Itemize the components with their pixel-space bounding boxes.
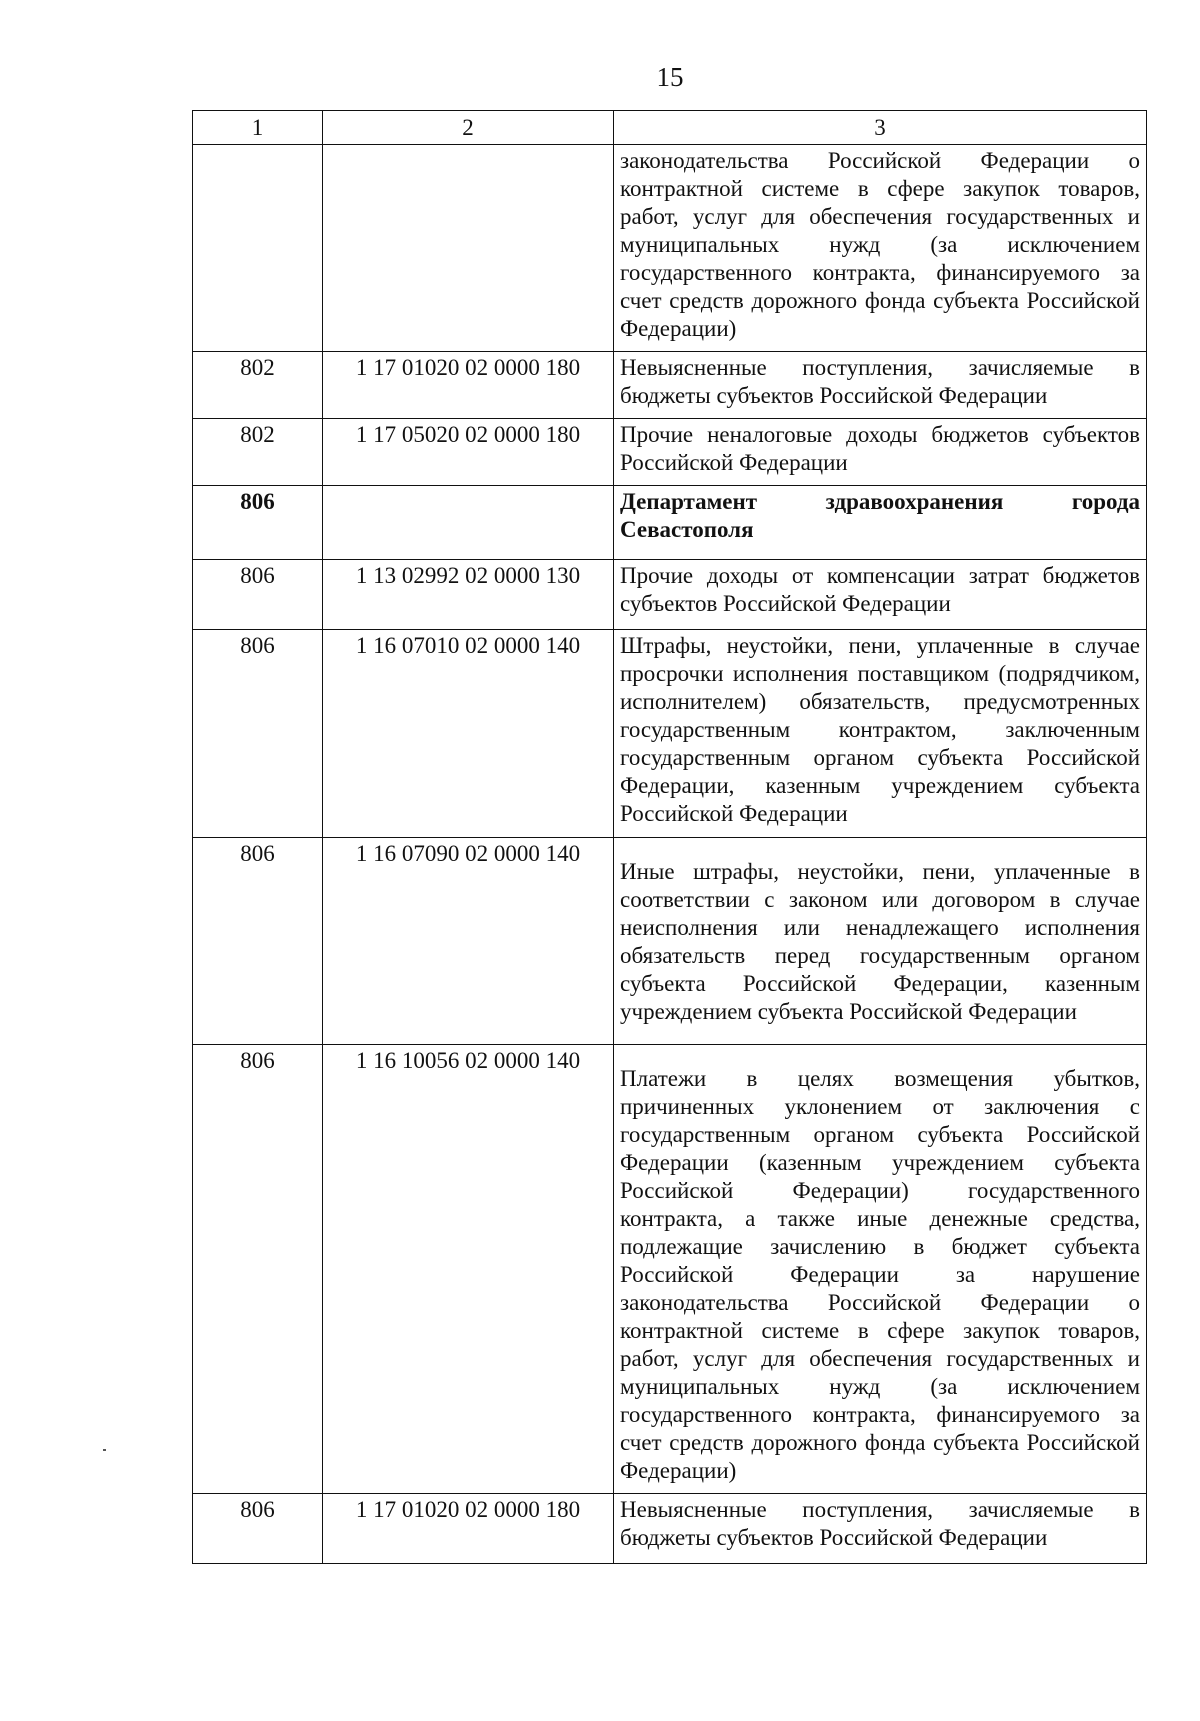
department-row: [193, 486, 1147, 560]
table-row: [193, 1494, 1147, 1564]
table-header-row: [193, 111, 1147, 145]
description-cell: Прочие неналоговые доходы бюджетов субъектов Российской Федерации: [614, 419, 1147, 486]
budget-code-cell: 1 13 02992 02 0000 130: [323, 560, 614, 630]
admin-code-cell: 806: [193, 630, 323, 838]
table-row: [193, 419, 1147, 486]
revenue-codes-table: [192, 110, 1147, 1564]
description-cell: Невыясненные поступления, зачисляемые в бюджеты субъектов Российской Федерации: [614, 352, 1147, 419]
budget-code-cell: 1 17 01020 02 0000 180: [323, 352, 614, 419]
description-cell: Невыясненные поступления, зачисляемые в бюджеты субъектов Российской Федерации: [614, 1494, 1147, 1564]
budget-code-cell: 1 16 07090 02 0000 140: [323, 838, 614, 1045]
budget-code-cell: [323, 145, 614, 352]
description-cell: законодательства Российской Федерации о контрактной системе в сфере закупок товаров, работ, услуг для обеспечения государственных и муниципальных нужд (за исключением государственного контракта, финансируемого за счет средств дорожного фонда субъекта Российской Федерации): [614, 145, 1147, 352]
description-cell: Иные штрафы, неустойки, пени, уплаченные в соответствии с законом или договором в случае неисполнения или ненадлежащего исполнения обязательств перед государственным органом субъекта Российской Федерации, казенным учреждением субъекта Российской Федерации: [614, 838, 1147, 1045]
budget-code-cell: 1 17 05020 02 0000 180: [323, 419, 614, 486]
table-row: [193, 1045, 1147, 1494]
admin-code-cell: 806: [193, 486, 323, 560]
scan-speck: [103, 1449, 106, 1451]
table-row: [193, 838, 1147, 1045]
budget-code-cell: 1 16 10056 02 0000 140: [323, 1045, 614, 1494]
column-header-1: 1: [193, 111, 323, 145]
table-row: [193, 145, 1147, 352]
admin-code-cell: 806: [193, 1494, 323, 1564]
budget-code-cell: 1 16 07010 02 0000 140: [323, 630, 614, 838]
budget-code-cell: 1 17 01020 02 0000 180: [323, 1494, 614, 1564]
column-header-2: 2: [323, 111, 614, 145]
table-row: [193, 560, 1147, 630]
column-header-3: 3: [614, 111, 1147, 145]
page-number: 15: [656, 62, 684, 92]
description-cell: Прочие доходы от компенсации затрат бюджетов субъектов Российской Федерации: [614, 560, 1147, 630]
table-row: [193, 352, 1147, 419]
admin-code-cell: 806: [193, 838, 323, 1045]
admin-code-cell: 806: [193, 1045, 323, 1494]
admin-code-cell: 802: [193, 419, 323, 486]
admin-code-cell: [193, 145, 323, 352]
description-cell: Платежи в целях возмещения убытков, причиненных уклонением от заключения с государственным органом субъекта Российской Федерации (казенным учреждением субъекта Российской Федерации) государственного контракта, а также иные денежные средства, подлежащие зачислению в бюджет субъекта Российской Федерации за нарушение законодательства Российской Федерации о контрактной системе в сфере закупок товаров, работ, услуг для обеспечения государственных и муниципальных нужд (за исключением государственного контракта, финансируемого за счет средств дорожного фонда субъекта Российской Федерации): [614, 1045, 1147, 1494]
description-cell: Штрафы, неустойки, пени, уплаченные в случае просрочки исполнения поставщиком (подрядчиком, исполнителем) обязательств, предусмотренных государственным контрактом, заключенным государственным органом субъекта Российской Федерации, казенным учреждением субъекта Российской Федерации: [614, 630, 1147, 838]
admin-code-cell: 806: [193, 560, 323, 630]
budget-code-cell: [323, 486, 614, 560]
admin-code-cell: 802: [193, 352, 323, 419]
department-name-cell: Департамент здравоохранения города Севастополя: [614, 486, 1147, 560]
table-row: [193, 630, 1147, 838]
